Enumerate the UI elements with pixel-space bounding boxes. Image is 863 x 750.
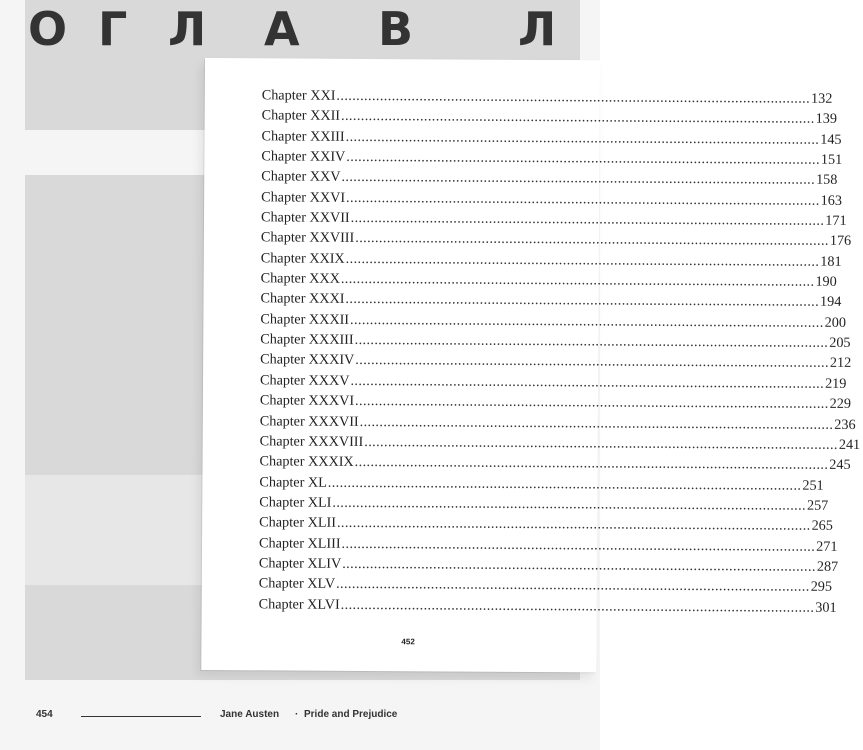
toc-entry-page-number: 132 (811, 90, 833, 107)
footer-separator: · (295, 709, 299, 720)
page-footer (36, 709, 576, 725)
toc-dot-leader: ........................................................................................................................ (345, 250, 820, 270)
toc-dot-leader: ........................................................................................................................ (354, 454, 829, 474)
toc-entry (261, 106, 837, 128)
toc-entry-title: Chapter XXXV (259, 372, 350, 389)
toc-dot-leader: ........................................................................................................................ (355, 230, 829, 250)
toc-dot-leader: ........................................................................................................................ (350, 311, 824, 331)
toc-entry-page-number: 295 (810, 578, 833, 596)
toc-entry-page-number: 145 (820, 131, 842, 148)
toc-entry-page-number: 219 (825, 375, 847, 392)
toc-entry-page-number: 245 (829, 457, 851, 474)
toc-entry (261, 85, 833, 107)
toc-entry (260, 350, 852, 372)
toc-entry-title: Chapter XXXIX (259, 453, 354, 471)
background-gray-panel-middle (25, 175, 205, 475)
toc-entry-title: Chapter XXVI (261, 189, 346, 206)
toc-entry (258, 574, 833, 596)
toc-entry-page-number: 194 (820, 294, 842, 311)
toc-entry-page-number: 176 (829, 233, 852, 250)
heading-letter: Л (518, 2, 557, 56)
footer-book-title: Pride and Prejudice (304, 709, 398, 720)
toc-dot-leader: ........................................................................................................................ (345, 291, 820, 311)
toc-entry (259, 472, 824, 494)
toc-dot-leader: ........................................................................................................................ (355, 393, 829, 412)
toc-entry (260, 228, 852, 250)
toc-entry-page-number: 205 (829, 334, 851, 352)
toc-dot-leader: ........................................................................................................................ (345, 128, 820, 148)
toc-entry-page-number: 139 (815, 111, 837, 128)
toc-entry (260, 309, 847, 331)
toc-entry-title: Chapter XXXII (260, 311, 350, 328)
heading-letter: В (378, 2, 414, 56)
toc-entry-page-number: 200 (824, 314, 847, 331)
toc-entry-title: Chapter XL (259, 473, 327, 491)
toc-entry-title: Chapter XXII (261, 107, 341, 125)
toc-entry-title: Chapter XXX (260, 270, 340, 287)
toc-dot-leader: ........................................................................................................................ (350, 209, 825, 229)
table-of-contents (258, 85, 861, 616)
toc-entry-page-number: 241 (838, 436, 861, 453)
toc-entry-title: Chapter XXIII (261, 128, 345, 145)
heading-letter: Л (168, 2, 207, 56)
toc-entry (261, 126, 842, 148)
toc-entry-page-number: 212 (829, 355, 852, 372)
toc-entry-title: Chapter XLIII (258, 534, 341, 552)
contents-sheet (201, 58, 861, 672)
toc-entry-title: Chapter XXXVIII (259, 433, 364, 450)
toc-entry (260, 268, 837, 290)
toc-dot-leader: ........................................................................................................................ (336, 576, 810, 595)
toc-entry-title: Chapter XXVIII (260, 229, 355, 247)
toc-entry-title: Chapter XLI (259, 494, 332, 511)
toc-dot-leader: ........................................................................................................................ (346, 189, 820, 209)
toc-dot-leader: ........................................................................................................................ (355, 352, 829, 372)
footer-page-number: 454 (36, 709, 53, 720)
toc-dot-leader: ........................................................................................................................ (340, 270, 815, 290)
toc-dot-leader: ........................................................................................................................ (341, 108, 815, 128)
toc-entry-page-number: 190 (815, 273, 837, 290)
toc-entry-page-number: 181 (820, 253, 842, 270)
toc-entry (261, 187, 843, 209)
toc-entry-page-number: 229 (829, 395, 852, 413)
toc-entry-title: Chapter XXXVII (259, 412, 359, 430)
toc-entry-page-number: 236 (834, 416, 856, 433)
toc-entry (259, 513, 833, 535)
toc-entry-page-number: 301 (815, 599, 837, 616)
toc-entry-page-number: 151 (820, 151, 843, 168)
toc-entry (260, 207, 847, 229)
toc-entry (260, 329, 851, 352)
toc-dot-leader: ........................................................................................................................ (350, 372, 825, 392)
toc-entry-page-number: 171 (825, 212, 847, 229)
toc-dot-leader: ........................................................................................................................ (336, 87, 811, 107)
toc-entry (259, 431, 861, 453)
toc-entry-page-number: 163 (820, 192, 843, 209)
toc-entry-title: Chapter XXXVI (259, 392, 355, 410)
toc-entry-page-number: 265 (811, 517, 833, 535)
sheet-page-number: 452 (401, 637, 415, 647)
toc-dot-leader: ........................................................................................................................ (364, 433, 838, 453)
toc-dot-leader: ........................................................................................................................ (336, 515, 811, 534)
toc-entry (260, 248, 842, 270)
toc-entry (261, 146, 843, 168)
toc-entry-title: Chapter XLV (258, 575, 336, 593)
toc-entry (261, 167, 838, 189)
footer-author: Jane Austen (220, 709, 280, 720)
footer-rule (81, 716, 201, 717)
toc-dot-leader: ........................................................................................................................ (341, 535, 816, 555)
background-light-strip (25, 475, 205, 585)
toc-entry-page-number: 271 (816, 538, 838, 555)
toc-entry (259, 370, 847, 392)
toc-entry-title: Chapter XLVI (258, 595, 340, 613)
toc-entry-title: Chapter XXXIII (260, 331, 354, 349)
heading-letter: А (264, 2, 300, 56)
heading-letter: О (28, 2, 68, 56)
toc-dot-leader: ........................................................................................................................ (341, 169, 816, 189)
toc-entry (259, 390, 852, 413)
toc-entry-page-number: 287 (816, 558, 839, 575)
toc-entry (259, 452, 851, 474)
toc-entry (259, 492, 829, 514)
toc-entry-title: Chapter XLIV (258, 555, 342, 572)
toc-entry-title: Chapter XXXIV (260, 351, 355, 369)
toc-entry-title: Chapter XXXI (260, 290, 345, 308)
toc-dot-leader: ........................................................................................................................ (346, 148, 820, 168)
toc-dot-leader: ........................................................................................................................ (327, 474, 802, 494)
toc-entry-title: Chapter XXIX (260, 250, 345, 267)
toc-dot-leader: ........................................................................................................................ (359, 413, 834, 433)
toc-entry-title: Chapter XXV (261, 168, 341, 186)
toc-dot-leader: ........................................................................................................................ (340, 596, 815, 616)
toc-dot-leader: ........................................................................................................................ (332, 494, 807, 514)
toc-entry-title: Chapter XXIV (261, 148, 346, 165)
toc-entry (260, 289, 842, 311)
toc-entry-title: Chapter XXVII (260, 209, 350, 226)
toc-entry (258, 594, 837, 616)
toc-entry-title: Chapter XLII (259, 514, 337, 532)
contents-heading (28, 2, 568, 56)
toc-entry-page-number: 158 (816, 172, 838, 189)
toc-entry (259, 411, 856, 433)
toc-entry-page-number: 251 (802, 477, 824, 494)
toc-dot-leader: ........................................................................................................................ (342, 555, 816, 575)
toc-entry (258, 553, 839, 575)
toc-entry-page-number: 257 (806, 497, 829, 514)
toc-entry-title: Chapter XXI (261, 87, 336, 104)
heading-letter: Г (98, 2, 128, 56)
toc-entry (258, 533, 838, 555)
toc-dot-leader: ........................................................................................................................ (354, 332, 829, 351)
